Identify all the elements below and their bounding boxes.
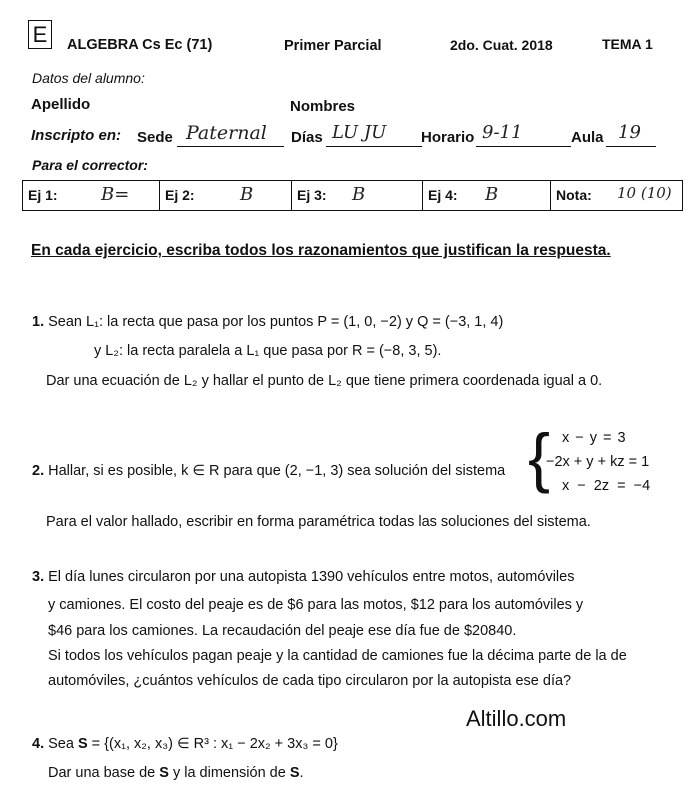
problem-1-line2: y L₂: la recta paralela a L₁ que pasa por R = (−8, 3, 5). xyxy=(94,343,442,359)
dias-label: Días xyxy=(291,129,323,146)
problem-1 xyxy=(32,314,503,330)
dias-underline xyxy=(326,146,422,147)
grade-label: Nota: xyxy=(556,187,592,203)
grade-value: B xyxy=(240,184,254,205)
watermark: Altillo.com xyxy=(466,706,567,731)
aula-value: 19 xyxy=(618,122,641,143)
problem-4 xyxy=(32,736,338,752)
horario-underline xyxy=(476,146,571,147)
grade-cell-ej2 xyxy=(160,181,292,210)
problem-1-line1: Sean L₁: la recta que pasa por los puntos P = (1, 0, −2) y Q = (−3, 1, 4) xyxy=(48,314,504,330)
grade-label: Ej 2: xyxy=(165,187,195,203)
grade-table xyxy=(22,180,683,211)
problem-number: 1. xyxy=(32,314,45,330)
aula-label: Aula xyxy=(571,129,604,146)
apellido-label: Apellido xyxy=(31,96,91,113)
grade-cell-nota xyxy=(551,181,682,210)
exam-period: 2do. Cuat. 2018 xyxy=(450,37,553,53)
exam-tema: TEMA 1 xyxy=(602,36,653,52)
corrector-title: Para el corrector: xyxy=(32,157,148,173)
inscripto-label: Inscripto en: xyxy=(31,127,122,144)
horario-label: Horario xyxy=(421,129,475,146)
aula-underline xyxy=(606,146,656,147)
problem-number: 2. xyxy=(32,463,45,479)
problem-number: 4. xyxy=(32,736,45,752)
system-brace: { xyxy=(528,420,551,494)
sede-label: Sede xyxy=(137,129,173,146)
grade-label: Ej 3: xyxy=(297,187,327,203)
grade-cell-ej4 xyxy=(423,181,551,210)
grade-value: B xyxy=(352,184,366,205)
problem-4-line2b: y la dimensión de xyxy=(172,765,286,781)
grade-value: 10 (10) xyxy=(617,184,672,202)
problem-4-line2a: Dar una base de xyxy=(48,765,156,781)
problem-3-line1: El día lunes circularon por una autopista 1390 vehículos entre motos, automóviles xyxy=(48,569,575,585)
sede-value: Paternal xyxy=(186,122,267,144)
problem-3 xyxy=(32,569,574,585)
problem-3-line5: automóviles, ¿cuántos vehículos de cada tipo circularon por la autopista ese día? xyxy=(48,673,572,689)
problem-number: 3. xyxy=(32,569,45,585)
exam-title: Primer Parcial xyxy=(284,38,382,54)
dias-value: LU JU xyxy=(332,122,387,143)
grade-value: B xyxy=(485,184,499,205)
problem-2-line2: Para el valor hallado, escribir en forma paramétrica todas las soluciones del sistema. xyxy=(46,514,591,530)
system-eq1: x − y = 3 xyxy=(562,430,626,446)
problem-2 xyxy=(32,463,505,479)
nombres-label: Nombres xyxy=(290,98,356,115)
grade-value: B= xyxy=(101,184,130,205)
set-definition: = {(x₁, x₂, x₃) ∈ R³ : x₁ − 2x₂ + 3x₃ = 0} xyxy=(91,736,338,752)
problem-4-sea: Sea xyxy=(48,736,74,752)
problem-1-line3: Dar una ecuación de L₂ y hallar el punto de L₂ que tiene primera coordenada igual a 0. xyxy=(46,373,603,389)
problem-3-line3: $46 para los camiones. La recaudación del peaje ese día fue de $20840. xyxy=(48,623,517,639)
set-name: S xyxy=(159,765,169,781)
tema-letter: E xyxy=(32,22,48,47)
set-name: S xyxy=(77,736,88,752)
instructions: En cada ejercicio, escriba todos los razonamientos que justifican la respuesta. xyxy=(31,242,611,259)
problem-3-line4: Si todos los vehículos pagan peaje y la cantidad de camiones fue la décima parte de la de xyxy=(48,648,627,664)
sede-underline xyxy=(177,146,284,147)
grade-label: Ej 4: xyxy=(428,187,458,203)
problem-2-text: Hallar, si es posible, k ∈ R para que (2, −1, 3) sea solución del sistema xyxy=(48,463,506,479)
tema-letter-box xyxy=(28,20,52,49)
student-section-title: Datos del alumno: xyxy=(32,70,145,86)
system-eq2: −2x + y + kz = 1 xyxy=(546,454,650,470)
system-eq3: x − 2z = −4 xyxy=(562,478,651,494)
grade-cell-ej3 xyxy=(292,181,423,210)
problem-3-line2: y camiones. El costo del peaje es de $6 para las motos, $12 para los automóviles y xyxy=(48,597,584,613)
set-name: S xyxy=(289,765,300,781)
problem-4-line2: Dar una base de S y la dimensión de S. xyxy=(48,765,304,781)
grade-cell-ej1 xyxy=(23,181,160,210)
horario-value: 9-11 xyxy=(482,122,523,143)
grade-label: Ej 1: xyxy=(28,187,58,203)
course-title: ALGEBRA Cs Ec (71) xyxy=(67,37,213,53)
